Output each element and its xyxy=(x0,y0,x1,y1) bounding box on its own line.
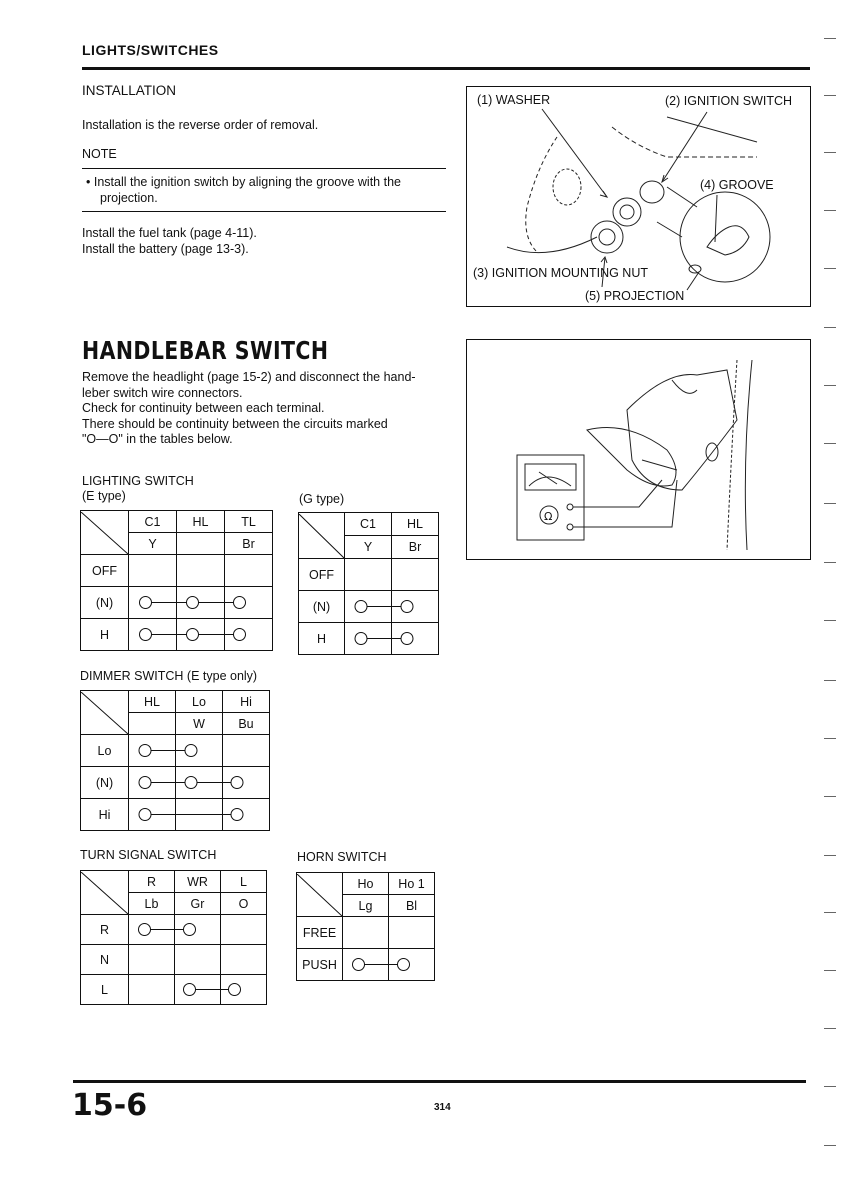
dimmer-table xyxy=(80,690,270,831)
instruction-line-3: Check for continuity between each terminal. xyxy=(82,401,325,415)
table-row xyxy=(81,915,267,945)
lighting_e-table-wrap xyxy=(80,510,273,651)
margin-tick xyxy=(824,680,836,681)
note-line-2: projection. xyxy=(100,190,158,205)
ignition-switch-figure xyxy=(466,86,811,307)
lighting-g-subtitle: (G type) xyxy=(299,492,345,506)
position-label: (N) xyxy=(81,587,129,619)
continuity-cell xyxy=(175,915,221,945)
svg-text:Ω: Ω xyxy=(544,510,553,523)
continuity-cell xyxy=(345,623,392,655)
install-step-1: Install the fuel tank (page 4-11). xyxy=(82,226,257,240)
note-line-1: • Install the ignition switch by aligning the groove with the xyxy=(86,175,401,189)
terminal-header: R xyxy=(129,871,175,893)
continuity-cell xyxy=(129,735,176,767)
turn-table-wrap xyxy=(80,870,267,1005)
position-label: L xyxy=(81,975,129,1005)
label-projection: (5) PROJECTION xyxy=(585,289,685,303)
terminal-header: Ho 1 xyxy=(389,873,435,895)
wire-color: Br xyxy=(225,533,273,555)
continuity-cell xyxy=(129,767,176,799)
continuity-cell xyxy=(392,591,439,623)
continuity-cell xyxy=(223,799,270,831)
wire-color: Br xyxy=(392,536,439,559)
continuity-cell xyxy=(129,945,175,975)
continuity-cell xyxy=(389,949,435,981)
lighting-g-table xyxy=(298,512,439,655)
continuity-cell xyxy=(176,767,223,799)
position-label: Lo xyxy=(81,735,129,767)
continuity-cell xyxy=(343,917,389,949)
continuity-cell xyxy=(177,587,225,619)
lighting-e-subtitle: (E type) xyxy=(82,489,126,503)
terminal-header: HL xyxy=(129,691,176,713)
continuity-cell xyxy=(221,945,267,975)
table-corner xyxy=(297,873,343,917)
continuity-cell xyxy=(389,917,435,949)
table-row xyxy=(81,555,273,587)
terminal-header: Lo xyxy=(176,691,223,713)
instruction-line-4: There should be continuity between the circuits marked xyxy=(82,416,388,431)
continuity-cell xyxy=(129,587,177,619)
horn-table-wrap xyxy=(296,872,435,981)
continuity-cell xyxy=(225,555,273,587)
continuity-test-figure xyxy=(466,339,811,560)
continuity-cell xyxy=(129,619,177,651)
position-label: FREE xyxy=(297,917,343,949)
terminal-header: L xyxy=(221,871,267,893)
wire-color: Lg xyxy=(343,895,389,917)
note-text xyxy=(86,175,448,206)
margin-tick xyxy=(824,327,836,328)
position-label: OFF xyxy=(299,559,345,591)
table-corner xyxy=(299,513,345,559)
continuity-cell xyxy=(392,623,439,655)
position-label: (N) xyxy=(299,591,345,623)
margin-tick xyxy=(824,210,836,211)
terminal-header: HL xyxy=(392,513,439,536)
margin-tick xyxy=(824,95,836,96)
position-label: N xyxy=(81,945,129,975)
margin-tick xyxy=(824,268,836,269)
table-corner xyxy=(81,691,129,735)
table-row xyxy=(299,623,439,655)
margin-tick xyxy=(824,385,836,386)
table-row xyxy=(297,949,435,981)
margin-tick xyxy=(824,855,836,856)
horn-table xyxy=(296,872,435,981)
continuity-cell xyxy=(225,587,273,619)
label-groove: (4) GROOVE xyxy=(700,178,774,192)
instruction-line-5: "O—O" in the tables below. xyxy=(82,432,233,446)
table-row xyxy=(81,587,273,619)
page-number: 15-6 xyxy=(72,1088,148,1123)
continuity-cell xyxy=(343,949,389,981)
margin-tick xyxy=(824,562,836,563)
margin-tick xyxy=(824,796,836,797)
table-row xyxy=(81,799,270,831)
margin-tick xyxy=(824,738,836,739)
position-label: Hi xyxy=(81,799,129,831)
note-top-rule xyxy=(82,168,446,169)
table-row xyxy=(297,917,435,949)
dimmer-table-wrap xyxy=(80,690,270,831)
margin-tick xyxy=(824,152,836,153)
wire-color: Bu xyxy=(223,713,270,735)
continuity-cell xyxy=(221,915,267,945)
instruction-line-1: Remove the headlight (page 15-2) and disconnect the hand- xyxy=(82,370,416,384)
install-step-2: Install the battery (page 13-3). xyxy=(82,242,249,256)
turn-signal-table xyxy=(80,870,267,1005)
continuity-cell xyxy=(177,619,225,651)
position-label: (N) xyxy=(81,767,129,799)
terminal-header: WR xyxy=(175,871,221,893)
continuity-cell xyxy=(345,559,392,591)
turn-signal-title: TURN SIGNAL SWITCH xyxy=(80,848,217,862)
terminal-header: TL xyxy=(225,511,273,533)
position-label: R xyxy=(81,915,129,945)
margin-tick xyxy=(824,503,836,504)
wire-color xyxy=(129,713,176,735)
label-washer: (1) WASHER xyxy=(477,93,551,107)
wire-color: W xyxy=(176,713,223,735)
margin-tick xyxy=(824,1145,836,1146)
note-bottom-rule xyxy=(82,211,446,212)
lighting-e-table xyxy=(80,510,273,651)
continuity-cell xyxy=(225,619,273,651)
table-corner xyxy=(81,511,129,555)
wire-color: O xyxy=(221,893,267,915)
table-row xyxy=(81,975,267,1005)
terminal-header: HL xyxy=(177,511,225,533)
position-label: OFF xyxy=(81,555,129,587)
margin-tick xyxy=(824,1028,836,1029)
terminal-header: C1 xyxy=(129,511,177,533)
table-row xyxy=(81,735,270,767)
continuity-cell xyxy=(129,975,175,1005)
terminal-header: C1 xyxy=(345,513,392,536)
continuity-cell xyxy=(223,735,270,767)
margin-tick xyxy=(824,970,836,971)
continuity-cell xyxy=(175,945,221,975)
continuity-cell xyxy=(221,975,267,1005)
margin-tick xyxy=(824,443,836,444)
wire-color: Bl xyxy=(389,895,435,917)
margin-tick xyxy=(824,912,836,913)
wire-color: Lb xyxy=(129,893,175,915)
table-row xyxy=(81,945,267,975)
continuity-cell xyxy=(129,555,177,587)
continuity-cell xyxy=(176,735,223,767)
table-corner xyxy=(81,871,129,915)
sheet-number: 314 xyxy=(434,1102,451,1113)
margin-tick xyxy=(824,38,836,39)
table-row xyxy=(81,619,273,651)
multimeter-illustration xyxy=(467,340,810,559)
footer-rule xyxy=(73,1080,806,1083)
terminal-header: Hi xyxy=(223,691,270,713)
note-label: NOTE xyxy=(82,147,117,161)
wire-color xyxy=(177,533,225,555)
handlebar-switch-title: HANDLEBAR SWITCH xyxy=(82,336,329,365)
position-label: PUSH xyxy=(297,949,343,981)
label-ignition-switch: (2) IGNITION SWITCH xyxy=(665,94,793,108)
continuity-cell xyxy=(129,915,175,945)
continuity-cell xyxy=(177,555,225,587)
wire-color: Y xyxy=(129,533,177,555)
lighting_g-table-wrap xyxy=(298,512,439,655)
continuity-cell xyxy=(129,799,176,831)
installation-intro: Installation is the reverse order of removal. xyxy=(82,118,319,132)
lighting-switch-title: LIGHTING SWITCH xyxy=(82,474,194,488)
continuity-cell xyxy=(176,799,223,831)
margin-tick xyxy=(824,1086,836,1087)
table-row xyxy=(299,559,439,591)
table-row xyxy=(81,767,270,799)
horn-switch-title: HORN SWITCH xyxy=(297,850,387,864)
handlebar-instructions xyxy=(82,370,452,448)
wire-color: Gr xyxy=(175,893,221,915)
dimmer-switch-title: DIMMER SWITCH (E type only) xyxy=(80,669,258,683)
header-rule xyxy=(82,67,810,70)
label-mounting-nut: (3) IGNITION MOUNTING NUT xyxy=(473,266,648,280)
table-row xyxy=(299,591,439,623)
instruction-line-2: leber switch wire connectors. xyxy=(82,385,243,400)
position-label: H xyxy=(81,619,129,651)
installation-title: INSTALLATION xyxy=(82,83,177,98)
continuity-cell xyxy=(223,767,270,799)
position-label: H xyxy=(299,623,345,655)
continuity-cell xyxy=(345,591,392,623)
margin-tick xyxy=(824,620,836,621)
terminal-header: Ho xyxy=(343,873,389,895)
section-header: LIGHTS/SWITCHES xyxy=(82,42,219,58)
continuity-cell xyxy=(392,559,439,591)
wire-color: Y xyxy=(345,536,392,559)
continuity-cell xyxy=(175,975,221,1005)
